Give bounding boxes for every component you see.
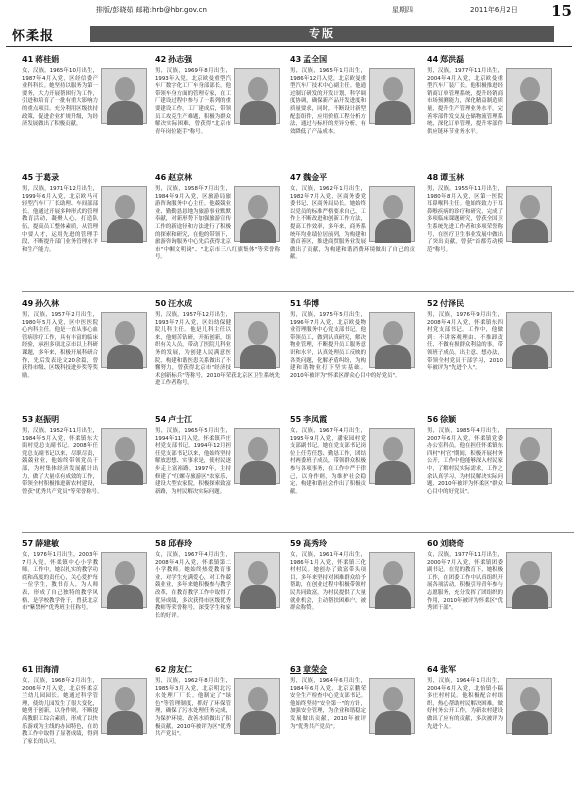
profile-name: 孙志强 [168, 55, 193, 64]
profile-heading [22, 664, 147, 675]
profile-number: 48 [427, 173, 439, 182]
section-banner [6, 22, 572, 46]
newspaper-logo: 怀柔报 [12, 29, 55, 44]
profile-number: 46 [155, 173, 167, 182]
profile-bio: 女，汉族，1967年4月出生，1995年9月入党，潘家园村党支部副书记。她在党支部书记岗位上任劳任怨、勤恳工作，团结村两委班子成员，带领群众积极参与各项事务，在工作中严于律己，以身作则，为维护社会稳定，构建和谐社会作出了积极贡献。 [290, 428, 366, 495]
profile-name: 孟全国 [303, 55, 328, 64]
profile-bio: 男，汉族，1969年8月出生，1993年入党，北京欧曼重型汽车厂数字化工厂车身部部长。他带领车身方面的管理专家，在工厂建设过程中参与了一系列的重要建设工作，工厂建成后，带领员工攻克生产难题，积极为群众解决实际困难，曾获得"北京市青年岗位能手"称号。 [155, 68, 231, 135]
profile-bio: 男，汉族，1976年9月出生，2008年4月入党，怀柔镇东四村党支部书记。工作中，他做到：不讲客观理由、不推卸责任、不做有损群众利益的事，带领班子成员，出主意、想办法，带领全村党员干部学习，2010年被评为"先进个人"。 [427, 312, 503, 372]
profile-name: 付泽民 [440, 299, 465, 308]
editor-credit: 排版/彭晓茹 邮箱:hrb@hbr.gov.cn [96, 6, 207, 14]
weekday: 星期四 [392, 6, 413, 14]
profile-bio: 男，汉族，1962年8月出生，1985年3月入党，北京明北污水处理厂厂长。他制定了"绿色"等管理制度，抓好了环保管理，确保了污水处理任务完成，为保护环境、改善水质做出了积极贡献，2010年被评为区"优秀共产党员"。 [155, 678, 231, 738]
profile-card [290, 172, 415, 292]
profile-name: 赵京林 [168, 173, 193, 182]
profile-card [427, 54, 552, 170]
profile-heading [427, 538, 552, 549]
profile-number: 44 [427, 55, 439, 64]
profile-number: 63 [290, 665, 302, 674]
profile-name: 郑洪磊 [440, 55, 465, 64]
profile-bio: 女，汉族，1961年4月出生，1986年1月入党，怀柔镇三化村村民。她创办了致富带头项目，多年来坚持对困难群众给予帮助，在创业过程中积极带领村民共同致富，为村民提供了大量就业机会，主动帮扶困难户，被群众称赞。 [290, 552, 366, 612]
profile-bio: 女，汉族，1962年1月出生，1982年7月入党，区商务委党委书记、区商务局局长。她始终以党员的标准严格要求自己，工作上不断改进和创新工作方法，提高工作效率，多年来，商务系统年均业绩位居前列，为构建和谐首善区，推进商贸服务业发展做出了贡献，为构建和谐消费环境做出了自己的贡献。 [290, 186, 415, 261]
profile-card [155, 414, 280, 534]
profile-heading [290, 54, 415, 65]
profile-card [290, 664, 415, 792]
profile-heading [155, 414, 280, 425]
profile-heading [290, 538, 415, 549]
profile-number: 60 [427, 539, 439, 548]
profile-heading [427, 298, 552, 309]
profile-card [155, 172, 280, 292]
profile-number: 57 [22, 539, 34, 548]
profile-name: 卢士江 [168, 415, 193, 424]
profile-card [22, 664, 147, 792]
profile-card [155, 538, 280, 660]
profile-card [427, 664, 552, 792]
profile-card [22, 414, 147, 534]
profile-number: 55 [290, 415, 302, 424]
profile-number: 53 [22, 415, 34, 424]
profile-number: 54 [155, 415, 167, 424]
profile-heading [290, 298, 415, 309]
profile-name: 华博 [303, 299, 320, 308]
profile-name: 于葛录 [35, 173, 60, 182]
profile-bio: 男，汉族，1985年4月出生，2007年6月入党，怀柔镇党委办公室科员。他在担任怀柔镇东四村"村官"期间，积极开展村务公开，工作中他能够深入村民家中，了解村民实际需求，工作之余认真学习，为村民解决实际问题，2010年被评为怀柔区"群众心目中的好党员"。 [427, 428, 503, 495]
profile-name: 徐颖 [440, 415, 457, 424]
profile-bio: 男，汉族，1957年2月出生，1980年5月入党，区中医医院心内科主任。他是一直从事心血管病诊疗工作，具有丰富的临床经验，承担多项北京市以上科研课题，多年来，积极开展科研合作，先后发表论文20余篇，曾获得市级、区级科技进步奖等奖励。 [22, 312, 98, 379]
profile-card [22, 54, 147, 170]
profile-number: 59 [290, 539, 302, 548]
profile-name: 田海清 [35, 665, 60, 674]
profile-name: 高秀玲 [303, 539, 328, 548]
profile-bio: 女，汉族，1967年4月出生，2008年4月入党，怀柔镇第二小学教师。她始终热爱教育事业，对学生充满爱心，对工作兢兢业业，多年来她积极参与教学改革，在教育教学工作中取得了优异成绩，多次获得市区级优秀教师等荣誉称号，深受学生和家长的好评。 [155, 552, 231, 619]
profile-number: 64 [427, 665, 439, 674]
profile-heading [427, 54, 552, 65]
profile-bio: 男，汉族，1958年7月出生，1984年9月入党，区旅游局旅游咨询服务中心主任。他兢兢业业、勤勤恳恳地为旅游事业默默奉献，对新形势下加强旅游宣传工作的新途径和方法进行了积极的探索和研究，在他的带领下，旅游咨询服务中心先后获得北京市"中帼文明岗"、"北京市三八红旗集体"等荣誉称号。 [155, 186, 280, 261]
profile-name: 魏金平 [303, 173, 328, 182]
profile-heading [155, 664, 280, 675]
profile-number: 47 [290, 173, 302, 182]
profile-name: 谭玉林 [440, 173, 465, 182]
profile-heading [290, 172, 415, 183]
profile-bio: 男，汉族，1965年5月出生，1994年11月入党，怀柔镇芦庄村党支部书记。1994年12月担任党支部书记以来，他始终坚持解放思想、实事求是，使村民逐步走上富裕路。1997年，主持修建了"红螺寺旅游区"农家乐，建设大型农家院，积极探索致富新路，为村民解决实际问题。 [155, 428, 231, 495]
profile-bio: 女，汉族，1968年2月出生，2006年7月入党，北京怀柔京兰幼儿园园长。她通过科学管理，使幼儿园发生了很大变化，她勇于创新，以身作则，不断提高教职工综合素质，形成了以快乐游戏为主线的办园特色，在幼教工作中取得了显著成绩，得到了家长的认可。 [22, 678, 98, 745]
profile-number: 61 [22, 665, 34, 674]
profile-heading [155, 54, 280, 65]
profile-card [427, 414, 552, 534]
profile-card [22, 538, 147, 660]
profile-card [22, 172, 147, 292]
header-rule [6, 46, 572, 47]
profile-heading [427, 664, 552, 675]
profile-heading [427, 414, 552, 425]
profile-card [22, 298, 147, 410]
page-number: 15 [551, 2, 572, 20]
profile-card [427, 172, 552, 292]
profile-number: 43 [290, 55, 302, 64]
profile-number: 50 [155, 299, 167, 308]
profile-number: 58 [155, 539, 167, 548]
profile-card [290, 54, 415, 170]
section-bar [90, 26, 554, 42]
section-title: 专版 [309, 27, 335, 40]
profile-heading [155, 298, 280, 309]
profile-card [290, 414, 415, 534]
profile-bio: 女，汉族，1977年11月出生，2000年7月入党，怀柔镇团委副书记。在党的教育下，她积极工作，在团委工作中认真组织开展各项活动，积极引导青年参与志愿服务，充分发挥了团组织的作用，2010年被评为怀柔区"优秀团干部"。 [427, 552, 503, 612]
profile-heading [22, 538, 147, 549]
profile-number: 45 [22, 173, 34, 182]
profile-name: 章荣会 [303, 665, 328, 674]
profile-heading [22, 54, 147, 65]
profile-bio: 男，汉族，1964年6月出生，1984年6月入党，北京京鹏荣安全生产检查中心党支部书记。他始终坚持"安全第一"的方针，加强安全管理，为企业和谐稳定发展做出贡献，2010年被评为"优秀共产党员"。 [290, 678, 366, 730]
profile-heading [22, 298, 147, 309]
profile-bio: 男，汉族，1955年11月出生，1980年8月入党，区第一医院耳鼻喉科主任。他始终致力于耳鼻喉疾病的诊疗和研究，完成了多项临床课题研究，曾获全国卫生系统先进工作者和多项荣誉称号，在医疗卫生事业发展中做出了突出贡献，曾获"首都劳动模范"称号。 [427, 186, 503, 253]
profile-name: 蒋桂娟 [35, 55, 60, 64]
profile-card [427, 298, 552, 410]
profile-bio: 男，汉族，1964年1月出生，2004年6月入党，北怡镇小稿多庄村村民。他积极配合村组织，热心帮助村民解决困难，做好村务公开工作，为新农村建设做出了应有的贡献，多次被评为先进个人。 [427, 678, 503, 730]
profile-card [427, 538, 552, 660]
profile-number: 52 [427, 299, 439, 308]
profile-number: 41 [22, 55, 34, 64]
profile-grid [22, 54, 574, 799]
profile-card [290, 538, 415, 660]
profile-heading [155, 538, 280, 549]
profile-heading [290, 664, 415, 675]
profile-name: 汪水成 [168, 299, 193, 308]
profile-number: 42 [155, 55, 167, 64]
profile-number: 49 [22, 299, 34, 308]
profile-name: 邱春玲 [168, 539, 193, 548]
profile-heading [427, 172, 552, 183]
profile-card [290, 298, 415, 410]
profile-name: 刘晓奇 [440, 539, 465, 548]
profile-number: 56 [427, 415, 439, 424]
profile-number: 62 [155, 665, 167, 674]
profile-number: 51 [290, 299, 302, 308]
profile-name: 李凤霞 [303, 415, 328, 424]
profile-bio: 男，汉族，1975年5月出生，1996年7月入党，北京欧曼物业管理服务中心党支部书记。他带领员工，做到认真研究，解决物业管理，不断提升员工服务意识和水平，认真处理员工反映的各类问题，化解矛盾纠纷，为构建和谐物业打下坚实基础。2010年被评为"怀柔区群众心目中的好党员"。 [290, 312, 401, 379]
profile-name: 薛建敏 [35, 539, 60, 548]
page-header [0, 0, 578, 22]
profile-bio: 男，汉族，1971年12月出生，1999年6月入党，北京欧马可轻型汽车厂厂长助理、车间部部长。他通过开展多种形式的管理教育活动，凝聚人心，打造队伍，提高员工整体素质，从管理中要人才，运用先进的管理手段，不断提升部门业务管理水平和生产能力。 [22, 186, 98, 253]
profile-name: 孙久林 [35, 299, 60, 308]
profile-card [155, 298, 280, 410]
profile-name: 房友仁 [168, 665, 193, 674]
profile-name: 张军 [440, 665, 457, 674]
profile-bio: 男，汉族，1977年11月出生，2004年4月入党，北京欧曼重型汽车厂装厂长。他积极推进经销商订单管理系统，提升经销商市场预测能力，深化精益制造质量，提升生产管理业务水平，完善零部件发交及仓储物流管理系统，深化订单管理，提升零部件供应链环节业务水平。 [427, 68, 503, 135]
profile-name: 赵振明 [35, 415, 60, 424]
profile-heading [22, 172, 147, 183]
profile-bio: 女，1976年1月出生，2003年7月入党，怀柔镇中心小学教师。工作中，她以扎实的教学功底和高度的责任心，关心爱护每一位学生，教书育人，为人师表，形成了自己独特的教学风格，是学校教学骨干，曾获北京市"紫禁杯"优秀班主任称号。 [22, 552, 98, 612]
profile-bio: 男，汉族，1965年1月出生，1986年12月入党，北京欧曼重型汽车厂技术中心副主任。他通过制订研发的开发计划，科学调度协调，确保新产品开发进度和质量要求，同时，不断设计新型配套组件，应用价值工程分析方法，通过与标杆的差异分析，有效降低了产品成本。 [290, 68, 366, 135]
profile-heading [22, 414, 147, 425]
profile-card [155, 54, 280, 170]
profile-bio: 男，汉族，1952年11月出生，1984年5月入党，怀柔镇东大街村党总支副书记。2008年任党总支副书记以来，尽职尽责，兢兢业业，他始终带领党员干部，为村集体经济发展献计出力，做了大量卓有成效的工作，带领全村积极推进新农村建设，曾获"优秀共产党员"等荣誉称号。 [22, 428, 103, 495]
profile-bio: 男，汉族，1957年12月出生，1993年7月入党，区妇幼保健院儿科主任。他是儿科主任以来，他刻苦钻研，开拓创新，组织有关人员，带动了医院儿科业务的发展，为创建人民满意医院，构建和谐医患关系做出了不懈努力，曾获得北京市"经济技术创新标兵"等称号，2010年荣获北京区卫生系统先进工作者称号。 [155, 312, 280, 387]
profile-bio: 女，汉族，1965年10月出生，1987年4月入党，区经信委产业科科长。她坚持以服务为第一要务，大力开展帮困行为工作，引进和培育了一批有重大影响力的重点项目。充分利用区级扶持政策，促进企业扩规升级，为经济发展做出了积极贡献。 [22, 68, 98, 128]
profile-heading [290, 414, 415, 425]
profile-heading [155, 172, 280, 183]
profile-card [155, 664, 280, 792]
issue-date: 2011年6月2日 [470, 6, 518, 14]
